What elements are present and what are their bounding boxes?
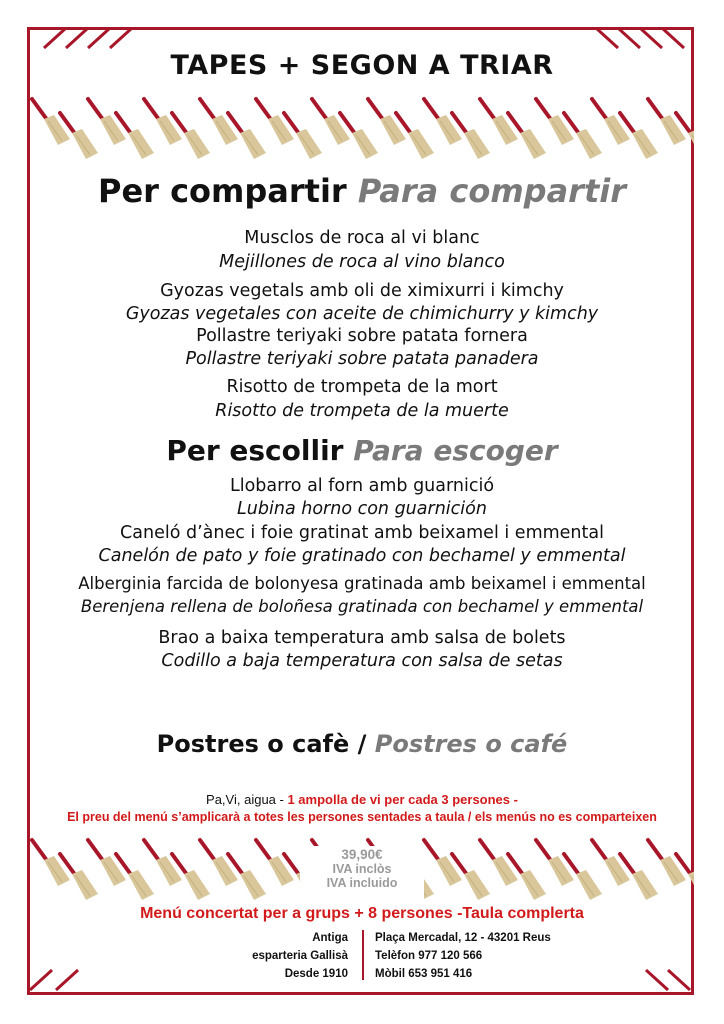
dish-catalan: Gyozas vegetals amb oli de ximixurri i kimchy <box>160 281 564 301</box>
dish-catalan: Caneló d’ànec i foie gratinat amb beixamel i emmental <box>120 523 604 543</box>
business-name: Antiga esparteria Gallisà Desde 1910 <box>252 932 348 980</box>
vat-spanish: IVA incluido <box>326 876 398 890</box>
dish-catalan: Musclos de roca al vi blanc <box>244 228 480 248</box>
dish-catalan: Llobarro al forn amb guarnició <box>229 476 495 496</box>
sharing-policy: El preu del menú s’amplicarà a totes les persones sentades a taula / els menús no es comparteixen <box>67 810 657 824</box>
heading-spanish: Para compartir <box>357 172 626 210</box>
dish-spanish: Lubina horno con guarnición <box>237 499 487 519</box>
phone: Telèfon 977 120 566 <box>375 950 483 962</box>
dish-spanish: Pollastre teriyaki sobre patata panadera <box>185 349 539 369</box>
heading-spanish: Postres o café <box>374 730 568 758</box>
dish-spanish: Berenjena rellena de boloñesa gratinada con bechamel y emmental <box>80 597 644 616</box>
brush-decoration-top <box>30 95 694 165</box>
footer-divider <box>362 930 364 980</box>
dish-catalan: Risotto de trompeta de la mort <box>226 377 498 397</box>
section-heading-postres <box>0 730 724 758</box>
section-heading-compartir <box>0 172 724 210</box>
dish-spanish: Gyozas vegetales con aceite de chimichurry y kimchy <box>125 304 599 324</box>
drinks-note: Pa,Vi, aigua - 1 ampolla de vi per cada 3 persones - <box>206 792 518 807</box>
dish-catalan: Pollastre teriyaki sobre patata fornera <box>196 326 528 346</box>
price-box <box>300 848 424 890</box>
dish-spanish: Mejillones de roca al vino blanco <box>219 252 505 272</box>
dish-spanish: Canelón de pato y foie gratinado con bechamel y emmental <box>98 546 626 566</box>
dish-catalan: Alberginia farcida de bolonyesa gratinada amb beixamel i emmental <box>78 574 646 593</box>
wine-bottle-note: 1 ampolla de vi per cada 3 persones - <box>287 792 518 807</box>
group-menu-note: Menú concertat per a grups + 8 persones -Taula complerta <box>140 905 584 922</box>
heading-spanish: Para escoger <box>353 434 558 467</box>
dish-spanish: Codillo a baja temperatura con salsa de setas <box>161 651 563 671</box>
heading-catalan: Per escollir <box>166 434 344 467</box>
menu-title: TAPES + SEGON A TRIAR <box>170 50 554 81</box>
heading-catalan: Postres o cafè / <box>156 730 375 758</box>
heading-catalan: Per compartir <box>98 172 347 210</box>
menu-price: 39,90€ <box>341 847 383 862</box>
contact-info <box>375 929 551 983</box>
vat-catalan: IVA inclòs <box>332 862 392 876</box>
dish-spanish: Risotto de trompeta de la muerte <box>215 401 509 421</box>
dish-catalan: Brao a baixa temperatura amb salsa de bolets <box>158 628 566 648</box>
address: Plaça Mercadal, 12 - 43201 Reus <box>375 932 551 944</box>
section-heading-escollir <box>0 434 724 467</box>
mobile: Mòbil 653 951 416 <box>375 968 473 980</box>
drinks-included: Pa,Vi, aigua <box>206 792 276 807</box>
